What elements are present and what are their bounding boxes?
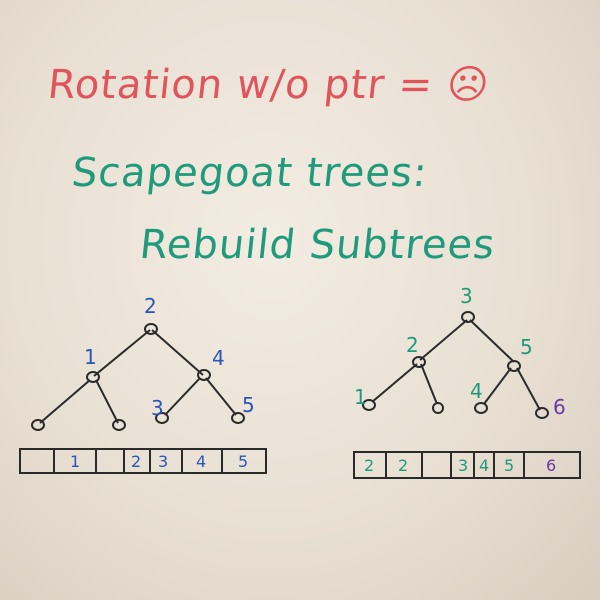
left-leaf-a [32,420,44,430]
left-array-cell-5: 4 [196,452,207,471]
left-node-1 [87,372,99,382]
left-array-cell-6: 5 [238,452,249,471]
right-label-1: 1 [354,385,367,409]
right-array-cell-3: 3 [458,456,469,475]
subheading-rebuild-subtrees: Rebuild Subtrees [137,222,498,268]
right-array-cell-5: 5 [504,456,515,475]
left-array-cell-4: 3 [158,452,169,471]
right-array-cell-6: 6 [546,456,557,475]
heading-scapegoat-trees: Scapegoat trees: [69,150,430,196]
right-array-cell-1: 2 [398,456,409,475]
left-label-4: 4 [212,346,225,370]
left-node-4 [198,370,210,380]
right-label-4: 4 [470,379,483,403]
right-leaf-b [433,403,443,413]
right-array-cell-4: 4 [479,456,490,475]
right-node-2 [413,357,425,367]
left-leaf-b [113,420,125,430]
title-rotation: Rotation w/o ptr = ☹ [45,62,492,108]
right-node-4 [475,403,487,413]
right-root-node [462,312,474,322]
left-tree-edges [40,330,236,423]
left-label-root: 2 [144,294,157,318]
right-label-6: 6 [553,395,566,419]
right-tree-edges [372,320,540,410]
right-node-5 [508,361,520,371]
left-tree-labels [84,294,255,420]
left-label-3: 3 [151,396,164,420]
right-node-6 [536,408,548,418]
left-label-5: 5 [242,393,255,417]
left-root-node [145,324,157,334]
right-tree-nodes [363,312,548,418]
right-array-cell-0: 2 [364,456,375,475]
left-array [20,449,266,473]
left-array-cell-3: 2 [131,452,142,471]
right-label-5: 5 [520,335,533,359]
left-label-1: 1 [84,345,97,369]
right-label-2: 2 [406,333,419,357]
right-label-root: 3 [460,284,473,308]
right-tree-labels [354,284,533,409]
left-array-cell-1: 1 [70,452,81,471]
right-array [354,452,580,478]
